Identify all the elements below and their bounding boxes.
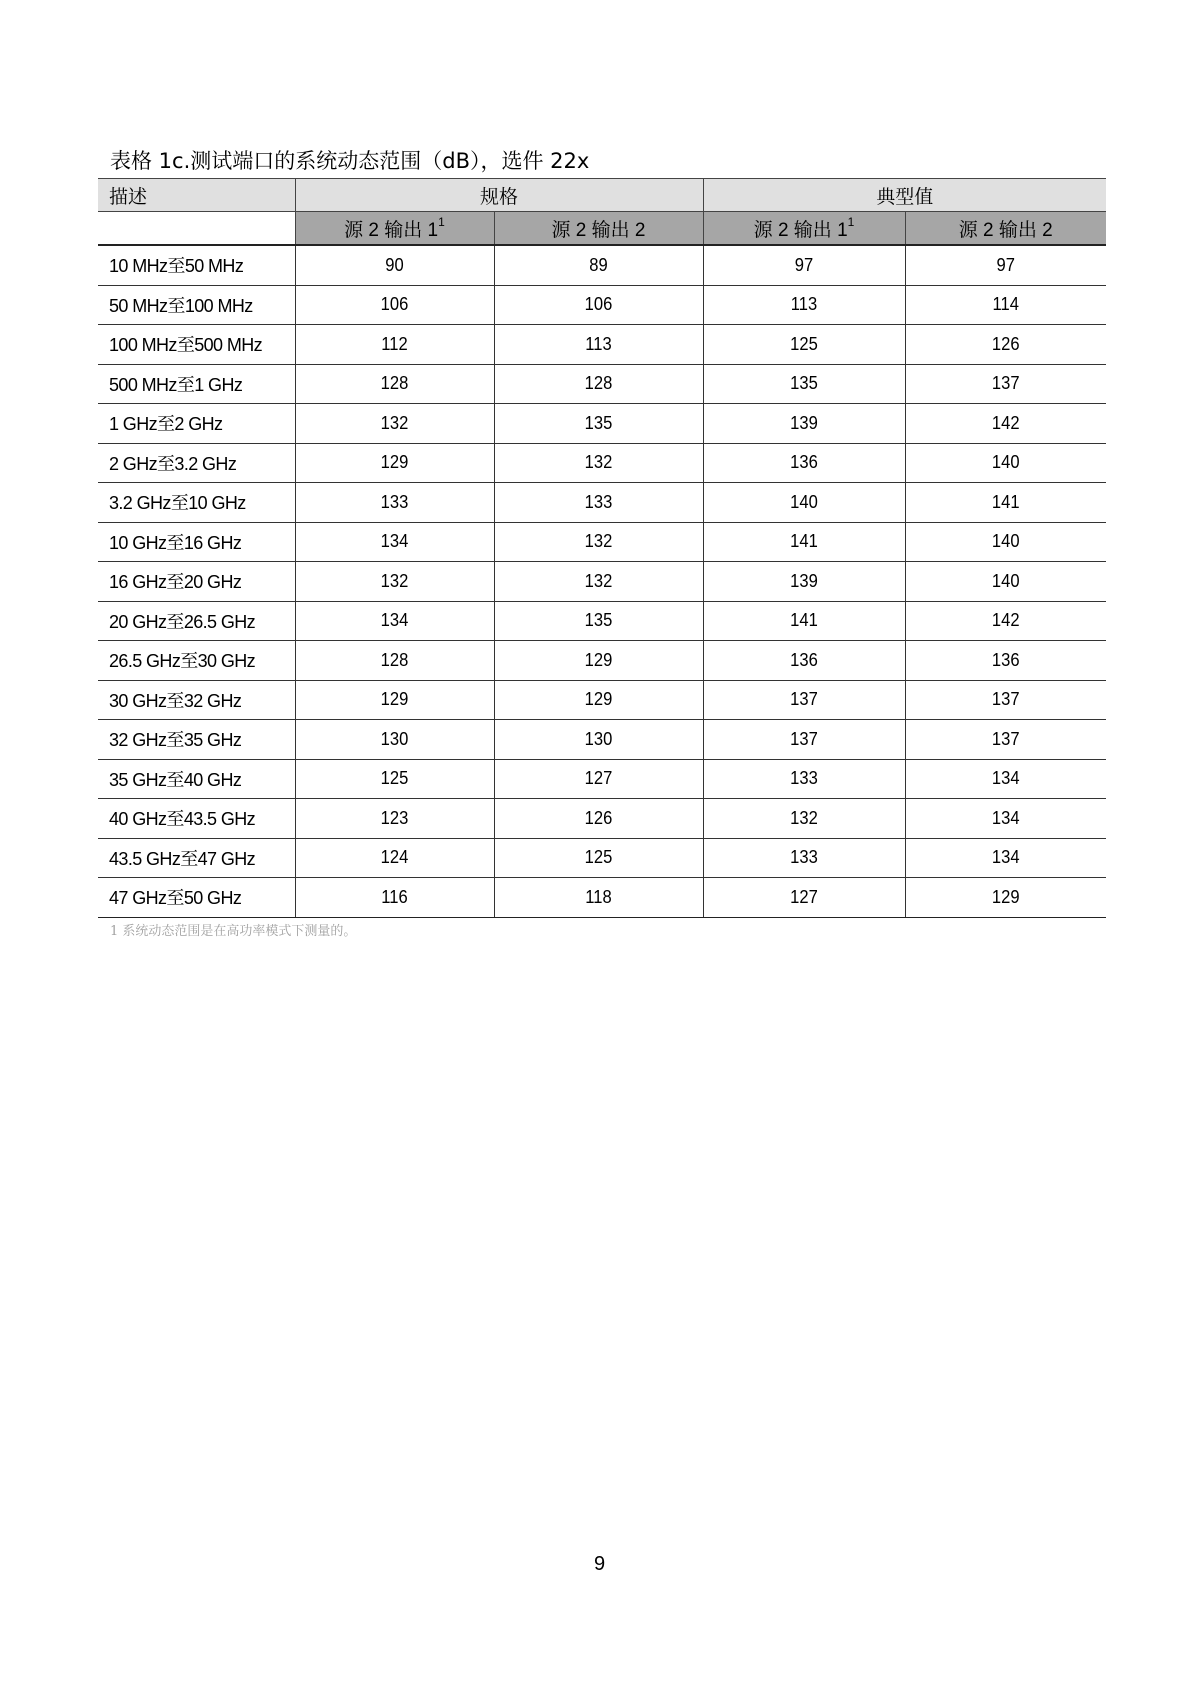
value-cell: 134 [303, 522, 486, 562]
value-cell: 127 [711, 878, 897, 918]
frequency-range-cell: 26.5 GHz至30 GHz [98, 641, 295, 681]
header-spec-group: 规格 [295, 179, 703, 212]
header-label: 源 2 输出 2 [551, 219, 646, 241]
table-row [98, 404, 1106, 444]
table-row [98, 483, 1106, 523]
footnote-marker: 1 [438, 215, 445, 230]
value-cell: 129 [913, 878, 1098, 918]
table-header-row-1 [98, 179, 1106, 212]
table-row [98, 759, 1106, 799]
value-cell: 90 [303, 245, 486, 285]
value-cell: 129 [502, 680, 694, 720]
table-row [98, 838, 1106, 878]
value-cell: 125 [303, 759, 486, 799]
header-label: 源 2 输出 1 [344, 219, 439, 241]
table-row [98, 443, 1106, 483]
frequency-range-cell: 10 GHz至16 GHz [98, 522, 295, 562]
frequency-range-cell: 2 GHz至3.2 GHz [98, 443, 295, 483]
table-row [98, 601, 1106, 641]
table-row [98, 245, 1106, 285]
value-cell: 133 [303, 483, 486, 523]
value-cell: 135 [502, 404, 694, 444]
table-row [98, 641, 1106, 681]
value-cell: 141 [711, 522, 897, 562]
table-row [98, 799, 1106, 839]
frequency-range-cell: 30 GHz至32 GHz [98, 680, 295, 720]
frequency-range-cell: 3.2 GHz至10 GHz [98, 483, 295, 523]
value-cell: 142 [913, 601, 1098, 641]
value-cell: 125 [711, 325, 897, 365]
value-cell: 134 [913, 838, 1098, 878]
value-cell: 114 [913, 285, 1098, 325]
header-blank-cell [98, 212, 295, 246]
value-cell: 129 [502, 641, 694, 681]
table-row [98, 562, 1106, 602]
value-cell: 123 [303, 799, 486, 839]
header-typical-source-out2 [905, 212, 1106, 246]
value-cell: 129 [303, 680, 486, 720]
value-cell: 142 [913, 404, 1098, 444]
frequency-range-cell: 40 GHz至43.5 GHz [98, 799, 295, 839]
value-cell: 126 [913, 325, 1098, 365]
value-cell: 137 [913, 364, 1098, 404]
value-cell: 141 [913, 483, 1098, 523]
value-cell: 140 [913, 562, 1098, 602]
value-cell: 132 [502, 443, 694, 483]
frequency-range-cell: 47 GHz至50 GHz [98, 878, 295, 918]
value-cell: 139 [711, 404, 897, 444]
value-cell: 137 [913, 680, 1098, 720]
value-cell: 133 [711, 759, 897, 799]
value-cell: 134 [303, 601, 486, 641]
value-cell: 132 [303, 404, 486, 444]
value-cell: 133 [502, 483, 694, 523]
value-cell: 136 [711, 641, 897, 681]
value-cell: 124 [303, 838, 486, 878]
table-row [98, 878, 1106, 918]
frequency-range-cell: 35 GHz至40 GHz [98, 759, 295, 799]
header-typical-group: 典型值 [703, 179, 1106, 212]
value-cell: 135 [711, 364, 897, 404]
value-cell: 132 [502, 522, 694, 562]
value-cell: 137 [913, 720, 1098, 760]
table-body [98, 245, 1106, 917]
table-header-row-2 [98, 212, 1106, 246]
footnote-marker: 1 [847, 215, 855, 230]
value-cell: 89 [502, 245, 694, 285]
value-cell: 112 [303, 325, 486, 365]
frequency-range-cell: 1 GHz至2 GHz [98, 404, 295, 444]
frequency-range-cell: 500 MHz至1 GHz [98, 364, 295, 404]
value-cell: 136 [711, 443, 897, 483]
value-cell: 140 [913, 522, 1098, 562]
value-cell: 141 [711, 601, 897, 641]
value-cell: 128 [303, 364, 486, 404]
value-cell: 116 [303, 878, 486, 918]
frequency-range-cell: 20 GHz至26.5 GHz [98, 601, 295, 641]
value-cell: 133 [711, 838, 897, 878]
value-cell: 113 [711, 285, 897, 325]
table-row [98, 522, 1106, 562]
value-cell: 126 [502, 799, 694, 839]
value-cell: 130 [502, 720, 694, 760]
frequency-range-cell: 32 GHz至35 GHz [98, 720, 295, 760]
frequency-range-cell: 16 GHz至20 GHz [98, 562, 295, 602]
table-row [98, 720, 1106, 760]
value-cell: 128 [303, 641, 486, 681]
value-cell: 132 [303, 562, 486, 602]
table-title: 表格 1c.测试端口的系统动态范围（dB），选件 22x [110, 149, 590, 173]
value-cell: 129 [303, 443, 486, 483]
value-cell: 97 [913, 245, 1098, 285]
frequency-range-cell: 50 MHz至100 MHz [98, 285, 295, 325]
value-cell: 139 [711, 562, 897, 602]
value-cell: 136 [913, 641, 1098, 681]
table-row [98, 680, 1106, 720]
value-cell: 113 [502, 325, 694, 365]
header-description: 描述 [98, 179, 295, 212]
dynamic-range-table [98, 178, 1106, 918]
frequency-range-cell: 100 MHz至500 MHz [98, 325, 295, 365]
frequency-range-cell: 43.5 GHz至47 GHz [98, 838, 295, 878]
header-spec-source-out1 [295, 212, 494, 246]
value-cell: 106 [303, 285, 486, 325]
value-cell: 127 [502, 759, 694, 799]
value-cell: 118 [502, 878, 694, 918]
value-cell: 134 [913, 799, 1098, 839]
frequency-range-cell: 10 MHz至50 MHz [98, 245, 295, 285]
value-cell: 106 [502, 285, 694, 325]
table-row [98, 325, 1106, 365]
value-cell: 137 [711, 680, 897, 720]
value-cell: 132 [502, 562, 694, 602]
value-cell: 130 [303, 720, 486, 760]
header-typical-source-out1 [703, 212, 905, 246]
value-cell: 128 [502, 364, 694, 404]
page-number: 9 [593, 1553, 606, 1575]
value-cell: 140 [913, 443, 1098, 483]
header-label: 源 2 输出 1 [753, 219, 848, 241]
value-cell: 97 [711, 245, 897, 285]
value-cell: 132 [711, 799, 897, 839]
table-row [98, 364, 1106, 404]
value-cell: 134 [913, 759, 1098, 799]
table-row [98, 285, 1106, 325]
value-cell: 137 [711, 720, 897, 760]
value-cell: 125 [502, 838, 694, 878]
value-cell: 135 [502, 601, 694, 641]
value-cell: 140 [711, 483, 897, 523]
header-spec-source-out2 [494, 212, 703, 246]
footnote: 1 系统动态范围是在高功率模式下测量的。 [110, 924, 357, 939]
header-label: 源 2 输出 2 [958, 219, 1053, 241]
